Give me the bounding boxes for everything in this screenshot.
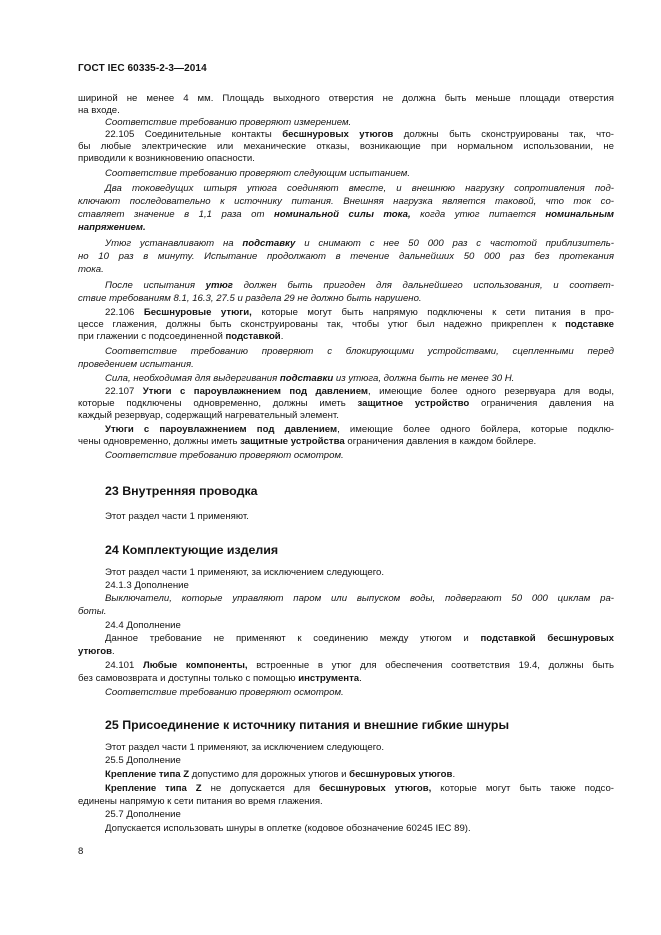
bold-term: Крепление типа Z (105, 783, 202, 794)
text-run: 24.4 Дополнение (105, 620, 181, 631)
bold-term: Утюги с пароувлажнением под давлением (105, 424, 338, 435)
text-line (105, 660, 614, 672)
text-run: . (111, 646, 115, 657)
text-run: Сила, необходимая для выдергивания (105, 373, 280, 384)
section-heading-23: 23 Внутренняя проводка (105, 484, 258, 498)
text-run: приводили к возникновению опасности. (78, 153, 255, 164)
text-line (78, 796, 323, 808)
text-run: шириной не менее 4 мм. Площадь выходного отверстия не должна быть меньше площади отверстия (78, 93, 614, 104)
bold-term: подставкой (225, 331, 281, 342)
page-number: 8 (78, 846, 84, 857)
text-run: когда утюг питается (410, 209, 546, 220)
bold-term: подставке (565, 319, 614, 330)
text-line (78, 141, 614, 153)
section-heading-25: 25 Присоединение к источнику питания и внешние гибкие шнуры (105, 718, 510, 732)
text-run: . (359, 673, 362, 684)
document-header: ГОСТ IEC 60335-2-3—2014 (78, 63, 207, 74)
text-line (105, 633, 614, 645)
text-run: 25.7 Дополнение (105, 809, 181, 820)
text-run: 22.107 (105, 386, 143, 397)
section-heading-24: 24 Комплектующие изделия (105, 543, 279, 557)
bold-term: подставкой бесшнуровых (480, 633, 614, 644)
text-line (78, 105, 120, 117)
text-run: Два токоведущих штыря утюга соединяют вместе, и внешнюю нагрузку сопротивления под- (105, 183, 614, 194)
text-line (105, 783, 614, 795)
bold-term: бесшнуровых утюгов (349, 769, 453, 780)
text-line (78, 410, 339, 422)
text-run: 24.101 (105, 660, 143, 671)
text-line (105, 346, 614, 358)
text-run: Допускается использовать шнуры в оплетке (кодовое обозначение 60245 IEC 89). (105, 823, 471, 834)
text-line (105, 511, 249, 523)
text-line (78, 398, 614, 410)
text-run: . (280, 331, 284, 342)
bold-term: Бесшнуровые утюги, (143, 307, 252, 318)
text-line (78, 293, 422, 305)
text-line (78, 93, 614, 105)
text-line (105, 769, 455, 781)
text-line (105, 238, 614, 250)
text-run: не допускается для (201, 783, 320, 794)
bold-term: Утюги с пароувлажнением под давлением (142, 386, 368, 397)
text-run: Этот раздел части 1 применяют, за исключением следующего. (105, 742, 385, 753)
text-run: чены одновременно, должны иметь (78, 436, 241, 447)
text-run: которые могут быть напрямую подключены к сети питания в про- (251, 307, 614, 318)
bold-term: утюгов (78, 646, 112, 657)
text-run: проведением испытания. (78, 359, 194, 370)
text-run: Этот раздел части 1 применяют. (105, 511, 249, 522)
text-line (105, 620, 181, 632)
text-run: но 10 раз в минуту. Испытание продолжают в течение дальнейших 50 000 раз без протекания (78, 251, 614, 262)
text-run: Данное требование не применяют к соединению между утюгом и (105, 633, 481, 644)
text-line (78, 251, 614, 263)
text-line (78, 331, 283, 343)
text-line (105, 386, 614, 398)
text-run: ограничения давления на (469, 398, 615, 409)
text-run: из утюга, должна быть не менее 30 Н. (333, 373, 515, 384)
text-run: бы любые электрические или механические отказы, возникающие при нормальном использовании, не (78, 141, 614, 152)
bold-term: бесшнуровых утюгов (282, 129, 394, 140)
text-line (105, 742, 384, 754)
bold-term: номинальной силы тока, (273, 209, 411, 220)
text-run: каждый резервуар, содержащий нагревательный элемент. (78, 410, 339, 421)
text-line (105, 183, 614, 195)
text-run: , имеющие более одного резервуара для воды, (368, 386, 614, 397)
bold-term: защитное устройство (357, 398, 470, 409)
text-run: Утюг устанавливают на (105, 238, 243, 249)
text-run: 22.105 Соединительные контакты (105, 129, 283, 140)
text-line (78, 264, 104, 276)
text-run: Соответствие требованию проверяют измерением. (105, 117, 352, 128)
text-run: Соответствие требованию проверяют осмотром. (105, 687, 344, 698)
bold-term: подставки (279, 373, 334, 384)
text-run: без самовозврата и доступны только с помощью (78, 673, 299, 684)
text-line (105, 129, 614, 141)
text-line (78, 209, 614, 221)
text-line (105, 280, 614, 292)
text-line (105, 450, 344, 462)
text-line (105, 809, 181, 821)
text-run: которые подключены одновременно, должны иметь (78, 398, 358, 409)
bold-term: Крепление типа Z (105, 769, 190, 780)
text-run: единены напрямую к сети питания во время глажения. (78, 796, 323, 807)
text-run: на входе. (78, 105, 120, 116)
text-run: ствие требованиям 8.1, 16.3, 27.5 и раздела 29 не должно быть нарушено. (78, 293, 422, 304)
bold-term: Любые компоненты, (143, 660, 248, 671)
text-line (78, 436, 536, 448)
text-run: должен быть пригоден для дальнейшего использования, и соответ- (232, 280, 614, 291)
text-line (105, 823, 471, 835)
text-run: Выключатели, которые управляют паром или выпуском воды, подвергают 50 000 циклам ра- (105, 593, 614, 604)
text-run: которые могут быть также подсо- (431, 783, 614, 794)
text-line (105, 687, 344, 699)
bold-term: утюг (205, 280, 233, 291)
text-line (105, 580, 189, 592)
bold-term: напряжением. (78, 222, 146, 233)
text-run: Этот раздел части 1 применяют, за исключением следующего. (105, 567, 385, 578)
text-run: ставляет значение в 1,1 раза от (78, 209, 274, 220)
text-run: допустимо для дорожных утюгов и (189, 769, 350, 780)
text-run: цессе глажения, должны быть сконструированы так, чтобы утюг был надежно прикреплен к (78, 319, 566, 330)
text-run: 22.106 (105, 307, 144, 318)
text-run: должны быть сконструированы так, что- (393, 129, 614, 140)
text-line (105, 424, 614, 436)
text-run: , имеющие более одного бойлера, которые подклю- (337, 424, 614, 435)
text-line (105, 567, 384, 579)
text-line (78, 196, 614, 208)
bold-term: инструмента (298, 673, 360, 684)
text-run: После испытания (105, 280, 206, 291)
text-run: 24.1.3 Дополнение (105, 580, 189, 591)
text-line (78, 359, 194, 371)
text-line (78, 606, 106, 618)
text-run: Соответствие требованию проверяют следующим испытанием. (105, 168, 411, 179)
text-run: 25.5 Дополнение (105, 755, 181, 766)
text-run: и снимают с нее 50 000 раз с частотой приблизитель- (295, 238, 614, 249)
bold-term: подставку (242, 238, 296, 249)
text-line (78, 673, 362, 685)
text-line (105, 593, 614, 605)
bold-term: бесшнуровых утюгов, (319, 783, 432, 794)
text-line (105, 373, 514, 385)
text-line (78, 153, 255, 165)
text-line (105, 168, 410, 180)
text-run: Соответствие требованию проверяют с блокирующими устройствами, сцепленными перед (105, 346, 614, 357)
text-run: при глажении с подсоединенной (78, 331, 226, 342)
text-run: встроенные в утюг для обеспечения соответствия 19.4, должны быть (247, 660, 614, 671)
text-run: . (452, 769, 456, 780)
text-run: тока. (78, 264, 104, 275)
text-run: ключают последовательно к источнику питания. Внешняя нагрузка является таковой, что ток со- (78, 196, 614, 207)
text-line (105, 307, 614, 319)
text-line (78, 646, 115, 658)
text-run: ограничения давления в каждом бойлере. (344, 436, 537, 447)
text-line (105, 755, 181, 767)
bold-term: номинальным (545, 209, 614, 220)
text-line (105, 117, 351, 129)
text-line (78, 222, 146, 234)
text-run: боты. (78, 606, 107, 617)
bold-term: защитные устройства (240, 436, 345, 447)
text-line (78, 319, 614, 331)
text-run: Соответствие требованию проверяют осмотром. (105, 450, 344, 461)
